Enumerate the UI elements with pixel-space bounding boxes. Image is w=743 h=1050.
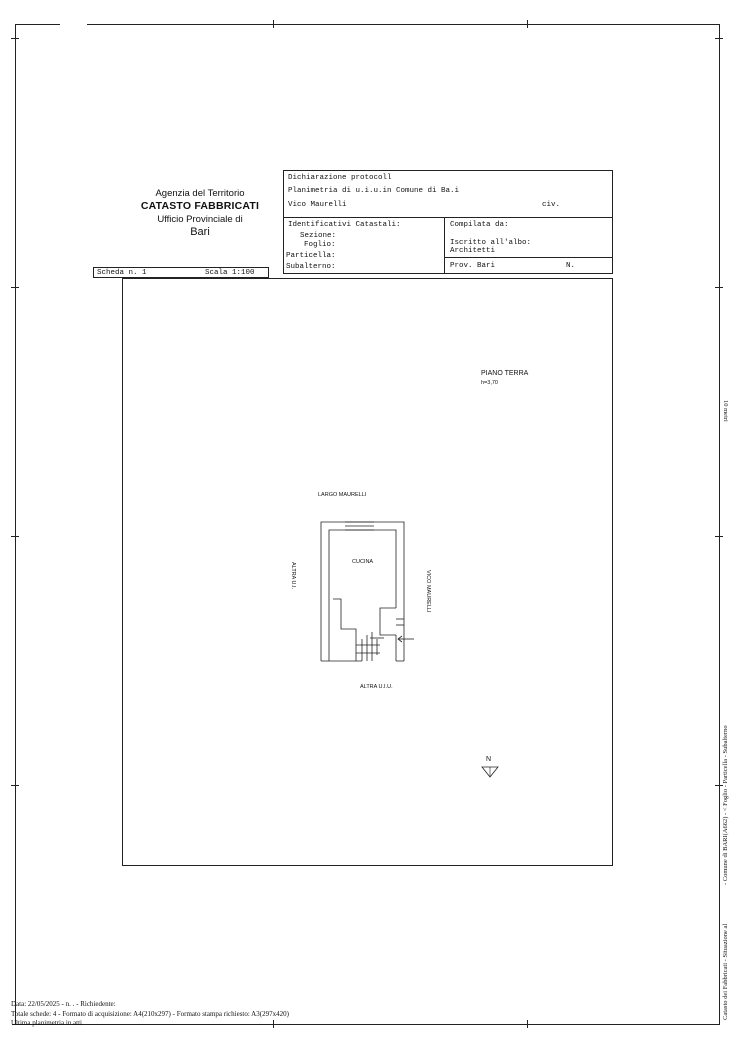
header-column-divider	[444, 217, 445, 273]
top-tick	[527, 20, 528, 28]
agency-department: CATASTO FABBRICATI	[140, 200, 260, 212]
footer-date: Data: 22/05/2025 - n. . - Richiedente:	[11, 1000, 116, 1008]
left-border	[15, 24, 16, 1024]
neighbor-label-left: ALTRA U.I.	[290, 562, 296, 590]
albo-value: Architetti	[450, 247, 496, 255]
province-label: Prov. Bari	[450, 262, 496, 270]
scheda-label: Scheda n. 1	[97, 269, 147, 277]
north-arrow-icon	[481, 766, 499, 778]
scale-label: Scala 1:100	[205, 269, 255, 277]
left-tick	[11, 287, 19, 288]
floor-height: h=3,70	[481, 380, 498, 386]
right-tick	[715, 287, 723, 288]
address-text: Vico Maurelli	[288, 201, 347, 209]
street-label-right: VICO MAURELLI	[425, 570, 431, 613]
header-divider	[284, 217, 612, 218]
top-border-left	[15, 24, 60, 25]
agency-block	[130, 187, 270, 239]
civ-text: civ.	[542, 201, 561, 209]
street-label-top: LARGO MAURELLI	[318, 492, 367, 498]
header-box	[283, 170, 613, 274]
bottom-tick	[527, 1020, 528, 1028]
identificativi-label: Identificativi Catastali:	[288, 221, 401, 229]
agency-office: Ufficio Provinciale di	[157, 214, 243, 225]
right-tick	[715, 38, 723, 39]
foglio-label: Foglio:	[304, 241, 336, 249]
footer-totals: Totale schede: 4 - Formato di acquisizione: A4(210x297) - Formato stampa richiesto: A3(297x420)	[11, 1010, 289, 1018]
left-tick	[11, 38, 19, 39]
north-label: N	[486, 756, 492, 763]
number-label: N.	[566, 262, 576, 270]
room-label-cucina: CUCINA	[352, 559, 374, 565]
bottom-border	[12, 1024, 720, 1025]
subalterno-label: Subalterno:	[286, 263, 336, 271]
sezione-label: Sezione:	[300, 232, 337, 240]
floor-plan	[310, 515, 420, 665]
left-tick	[11, 536, 19, 537]
header-right-divider	[444, 257, 612, 258]
planimetria-text: Planimetria di u.i.u.in Comune di Ba.i	[288, 187, 460, 195]
right-border	[719, 24, 720, 1024]
top-tick	[273, 20, 274, 28]
bottom-tick	[273, 1020, 274, 1028]
neighbor-label-bottom: ALTRA U.I.U.	[360, 684, 393, 690]
particella-label: Particella:	[286, 252, 336, 260]
agency-name: Agenzia del Territorio	[155, 188, 245, 199]
iscritto-label: Iscritto all'albo:	[450, 239, 532, 247]
footer-last: Ultima planimetria in atti	[11, 1019, 82, 1027]
dichiarazione-text: Dichiarazione protocoll	[288, 174, 392, 182]
right-tick	[715, 536, 723, 537]
left-tick	[11, 785, 19, 786]
side-comune-text: - Comune di BARI(A662) - < Foglio - Particella - Subalterno	[722, 725, 729, 885]
side-catasto-text: Catasto dei Fabbricati - Situazione al	[722, 923, 729, 1020]
scheda-strip	[93, 267, 269, 278]
scale-bar-label: 10 metri	[722, 400, 729, 422]
agency-city: Bari	[190, 226, 210, 238]
top-border	[87, 24, 719, 25]
compilata-label: Compilata da:	[450, 221, 509, 229]
floor-title: PIANO TERRA	[481, 370, 529, 377]
